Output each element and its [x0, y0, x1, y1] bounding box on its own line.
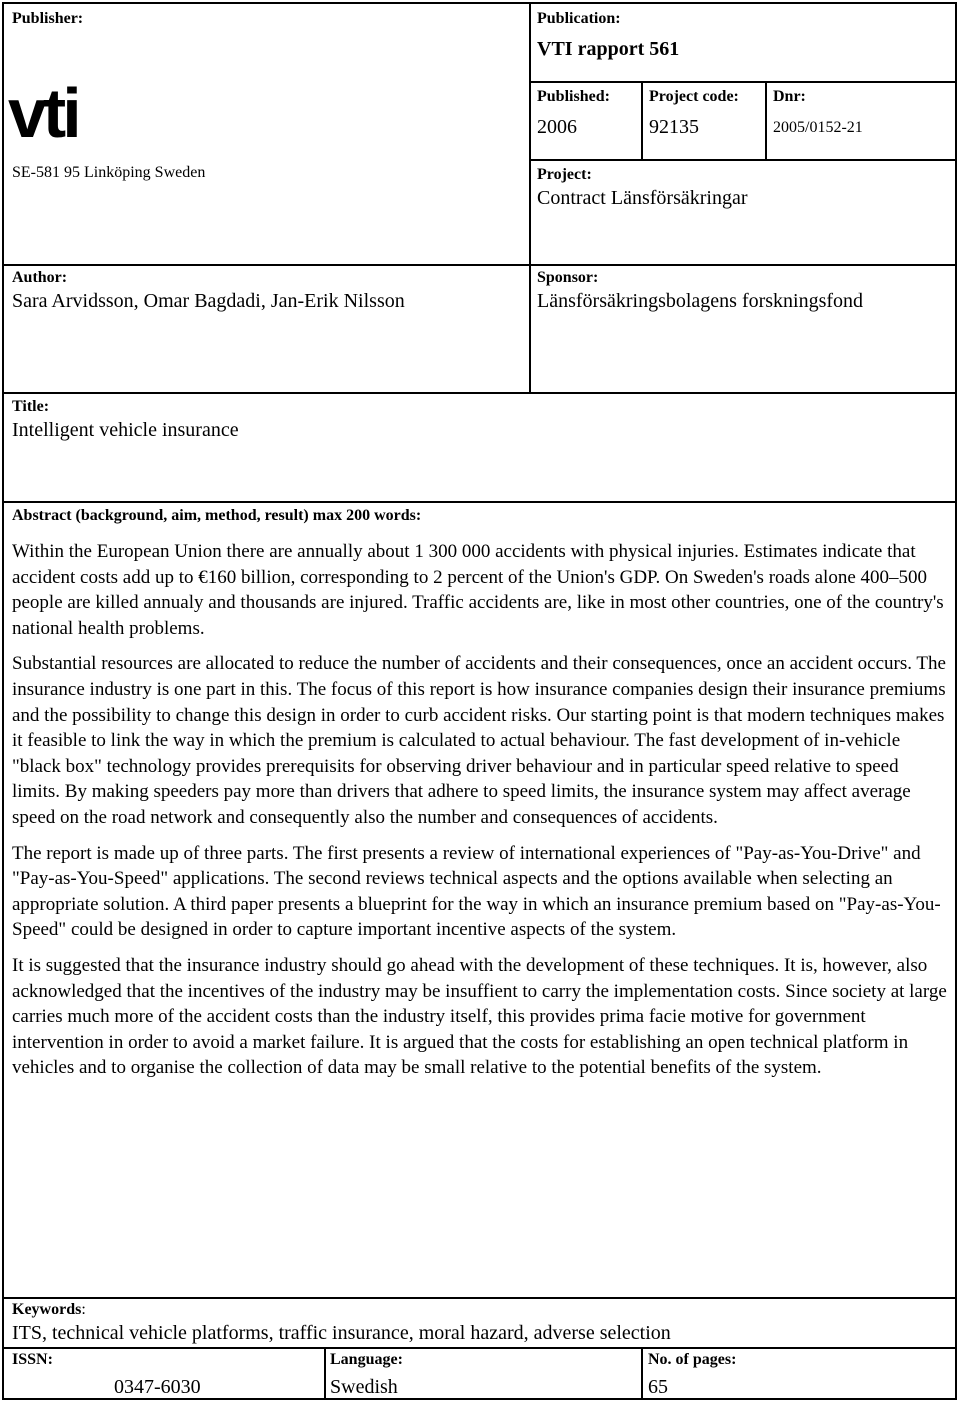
- publisher-label: Publisher:: [12, 10, 84, 27]
- language-label: Language:: [330, 1351, 403, 1368]
- title-divider: [4, 392, 955, 394]
- author-value: Sara Arvidsson, Omar Bagdadi, Jan-Erik Nilsson: [12, 290, 405, 312]
- keywords-divider: [4, 1297, 955, 1299]
- sponsor-label: Sponsor:: [537, 269, 599, 286]
- title-value: Intelligent vehicle insurance: [12, 419, 239, 441]
- keywords-value: ITS, technical vehicle platforms, traffic insurance, moral hazard, adverse selection: [12, 1322, 671, 1344]
- author-label: Author:: [12, 269, 68, 286]
- dnr-col-divider: [765, 81, 767, 159]
- abstract-paragraph: Substantial resources are allocated to reduce the number of accidents and their consequences, once an accident occurs. The insurance industry is one part in this. The focus of this report is how insurance companies design their insurance premiums and the possibility to change this design in order to curb accident risks. Our starting point is that modern techniques makes it feasible to link the way in which the premium is calculated to actual behaviour. The fast development of in-vehicle "black box" technology provides prerequisits for observing driver behaviour and in particular speed relative to speed limits. By making speeders pay more than drivers that adhere to speed limits, the insurance system may affect average speed on the road network and consequently also the number and consequences of accidents.: [12, 653, 946, 828]
- publication-label: Publication:: [537, 10, 621, 27]
- issn-label: ISSN:: [12, 1351, 53, 1368]
- project-code-label: Project code:: [649, 88, 739, 105]
- published-label: Published:: [537, 88, 610, 105]
- svg-text:vti: vti: [8, 82, 78, 142]
- vti-logo: [8, 82, 98, 147]
- issn-language-divider: [324, 1347, 326, 1399]
- abstract-divider: [4, 501, 955, 503]
- published-divider: [529, 159, 955, 161]
- pages-label: No. of pages:: [648, 1351, 737, 1368]
- author-divider: [4, 264, 955, 266]
- keywords-colon: :: [81, 1301, 86, 1318]
- project-code-value: 92135: [649, 116, 699, 138]
- abstract-label: Abstract (background, aim, method, result) max 200 words:: [12, 507, 422, 524]
- publication-divider: [529, 81, 955, 83]
- publisher-address: SE-581 95 Linköping Sweden: [12, 164, 206, 181]
- report-form: [2, 2, 957, 1400]
- abstract-paragraph: The report is made up of three parts. The first presents a review of international experiences of "Pay-as-You-Drive" and "Pay-as-You-Speed" applications. The second reviews technical aspects and the options available when selecting an appropriate solution. A third paper presents a blueprint for the way in which an insurance premium based on "Pay-as-You-Speed" could be designed in order to capture important incentive aspects of the system.: [12, 842, 941, 941]
- title-label: Title:: [12, 398, 50, 415]
- sponsor-value: Länsförsäkringsbolagens forskningsfond: [537, 290, 864, 312]
- dnr-label: Dnr:: [773, 88, 806, 105]
- publication-value: VTI rapport 561: [537, 38, 680, 60]
- published-value: 2006: [537, 116, 577, 138]
- abstract-paragraph: It is suggested that the insurance industry should go ahead with the development of these techniques. It is, however, also acknowledged that the incentives of the industry may be insuffient to carry the implementation costs. Since society at large carries much more of the accident costs than the industry itself, this provides prima facie motive for government intervention in order to avoid a market failure. It is argued that the costs for establishing an open technical platform in vehicles and to organise the collection of data may be small relative to the potential benefits of the system.: [12, 954, 947, 1079]
- language-pages-divider: [641, 1347, 643, 1399]
- keywords-label-text: Keywords: [12, 1301, 82, 1318]
- abstract-body: [12, 539, 950, 1091]
- language-value: Swedish: [330, 1376, 398, 1398]
- published-col-divider: [641, 81, 643, 159]
- project-label: Project:: [537, 166, 592, 183]
- header-divider: [529, 4, 531, 264]
- project-value: Contract Länsförsäkringar: [537, 187, 748, 209]
- dnr-value: 2005/0152-21: [773, 119, 863, 136]
- keywords-label: [12, 1301, 86, 1319]
- issn-value: 0347-6030: [114, 1376, 201, 1398]
- footer-divider: [4, 1347, 955, 1349]
- abstract-paragraph: Within the European Union there are annually about 1 300 000 accidents with physical injuries. Estimates indicate that accident costs add up to €160 billion, corresponding to 2 percent of the Union's GDP. On Sweden's roads alone 400–500 people are killed annualy and thousands are injured. Traffic accidents are, like in most other countries, one of the country's national health problems.: [12, 541, 944, 639]
- pages-value: 65: [648, 1376, 668, 1398]
- author-sponsor-divider: [529, 264, 531, 392]
